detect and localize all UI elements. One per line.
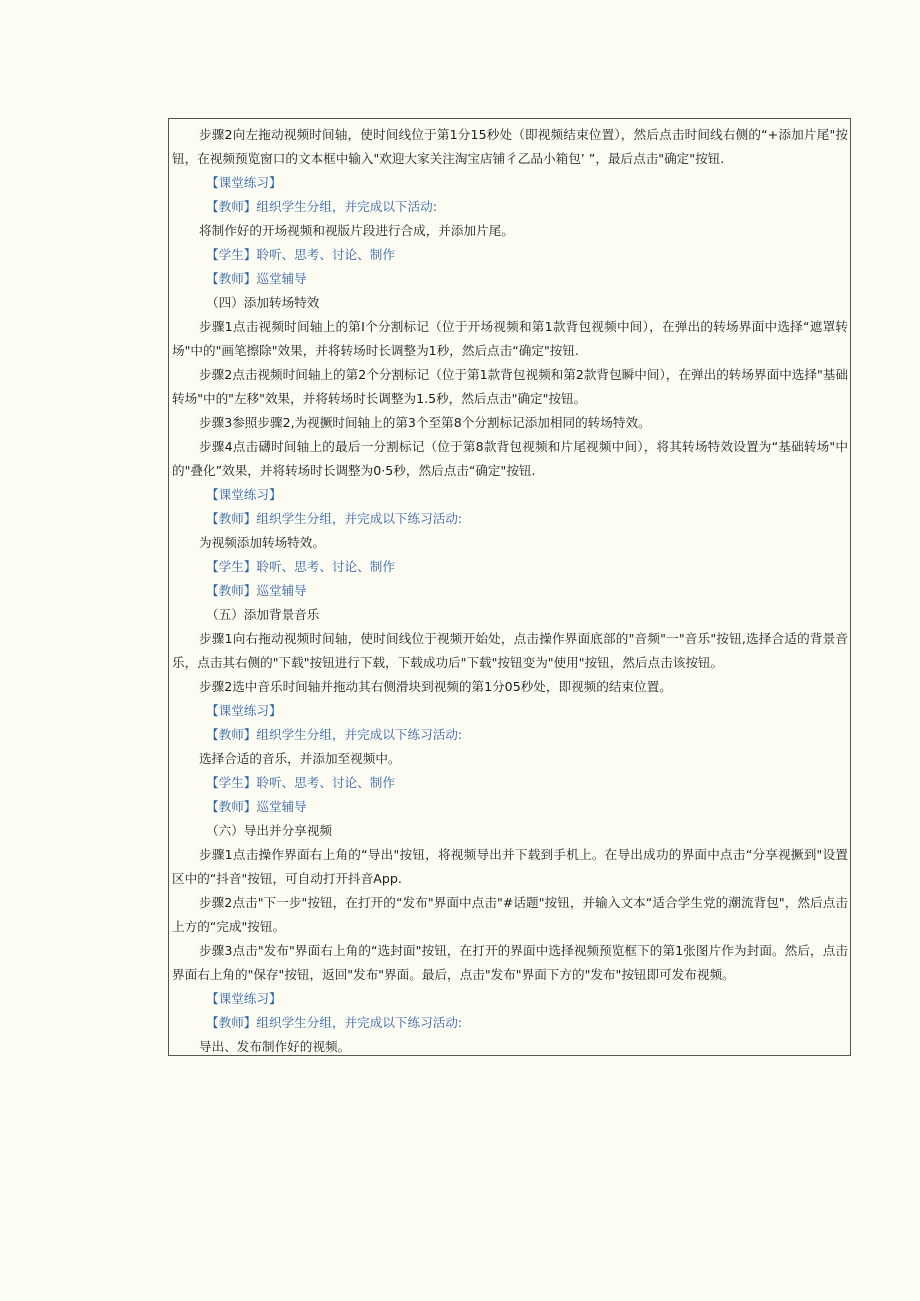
lesson-text xyxy=(169,123,850,1059)
exercise-text: 导出、发布制作好的视频。 xyxy=(199,1039,351,1054)
teacher-guidance: 【教师】巡堂辅导 xyxy=(206,271,307,286)
teacher-guidance: 【教师】巡堂辅导 xyxy=(206,799,307,814)
step-paragraph: 步骤3参照步骤2,为视撅时间轴上的第3个至第8个分割标记添加相同的转场特效。 xyxy=(199,415,651,430)
section-heading: （五）添加背景音乐 xyxy=(206,607,320,622)
student-activity: 【学生】聆听、思考、讨论、制作 xyxy=(206,247,395,262)
teacher-instruction: 【教师】组织学生分组，并完成以下练习活动: xyxy=(206,1015,463,1030)
step-paragraph: 步骤1向右拖动视频时间轴，使时间线位于视频开始处，点击操作界面底部的"音频"一"音乐"按钮,选择合适的背景音乐，点击其右侧的"下载"按钮进行下载，下载成功后"下载"按钮变为"使用"按钮，然后点击该按钮。 xyxy=(172,631,848,670)
student-activity: 【学生】聆听、思考、讨论、制作 xyxy=(206,775,395,790)
exercise-text: 选择合适的音乐，并添加至视频中。 xyxy=(199,751,401,766)
section-heading: （四）添加转场特效 xyxy=(206,295,320,310)
exercise-text: 将制作好的开场视频和视版片段进行合成，并添加片尾。 xyxy=(199,223,514,238)
step-paragraph: 步骤2选中音乐时间轴并拖动其右侧滑块到视频的第1分05秒处，即视频的结束位置。 xyxy=(199,679,672,694)
step-paragraph: 步骤1点击操作界面右上角的“导出"按钮，将视频导出并下载到手机上。在导出成功的界面中点击“分享视撅到"设置区中的“抖音"按钮，可自动打开抖音App. xyxy=(172,847,848,886)
lesson-content-box xyxy=(168,118,851,1056)
teacher-guidance: 【教师】巡堂辅导 xyxy=(206,583,307,598)
section-tag-practice: 【课堂练习】 xyxy=(206,175,282,190)
teacher-instruction: 【教师】组织学生分组，并完成以下练习活动: xyxy=(206,727,463,742)
section-heading: （六）导出并分享视频 xyxy=(206,823,332,838)
teacher-instruction: 【教师】组织学生分组，并完成以下活动: xyxy=(206,199,437,214)
step-paragraph: 步骤4点击礴时间轴上的最后一分割标记（位于第8款背包视频和片尾视频中间），将其转场特效设置为“基础转场"中的"叠化”效果，并将转场时长调整为0·5秒，然后点击“确定"按钮. xyxy=(172,439,848,478)
step-paragraph: 步骤3点击"发布"界面右上角的“选封面"按钮，在打开的界面中选择视频预览框下的第1张图片作为封面。然后，点击界面右上角的"保存"按钮，返回"发布"界面。最后，点击"发布"界面下方的"发布"按钮即可发布视频。 xyxy=(172,943,848,982)
student-activity: 【学生】聆听、思考、讨论、制作 xyxy=(206,559,395,574)
step-paragraph: 步骤1点击视频时间轴上的第I个分割标记（位于开场视频和第1款背包视频中间），在弹出的转场界面中选择“遮罩转场"中的"画笔擦除"效果，并将转场时长调整为1秒，然后点击“确定"按钮. xyxy=(172,319,848,358)
step-paragraph: 步骤2点击"下一步"按钮，在打开的“发布"界面中点击"#话题"按钮，并输入文本“适合学生党的潮流背包"，然后点击上方的“完成"按钮。 xyxy=(172,895,848,934)
step-paragraph: 步骤2点击视频时间轴上的第2个分割标记（位于第1款背包视频和第2款背包瞬中间），在弹出的转场界面中选择"基础转场"中的"左移"效果，并将转场时长调整为1.5秒，然后点击"确定"按钮。 xyxy=(172,367,848,406)
section-tag-practice: 【课堂练习】 xyxy=(206,703,282,718)
section-tag-practice: 【课堂练习】 xyxy=(206,487,282,502)
step-paragraph: 步骤2向左拖动视频时间轴，使时间线位于第1分15秒处（即视频结束位置），然后点击时间线右侧的“+添加片尾"按钮，在视频预览窗口的文本框中输入"欢迎大家关注淘宝店铺彳乙品小箱包’ ”，最后点击"确定"按钮. xyxy=(172,127,848,166)
teacher-instruction: 【教师】组织学生分组，并完成以下练习活动: xyxy=(206,511,463,526)
section-tag-practice: 【课堂练习】 xyxy=(206,991,282,1006)
exercise-text: 为视频添加转场特效。 xyxy=(199,535,325,550)
